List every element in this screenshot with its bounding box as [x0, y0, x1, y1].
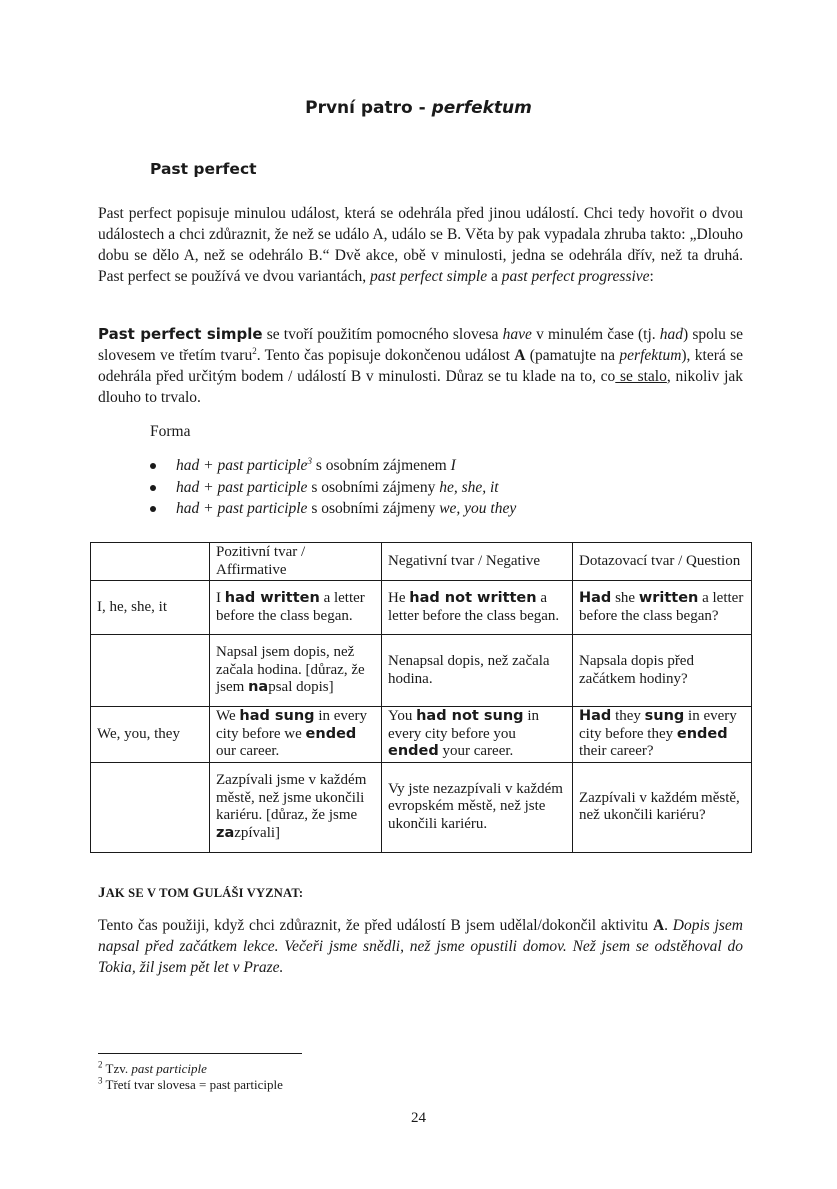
table-cell: Napsala dopis před začátkem hodiny? [573, 635, 752, 707]
intro-paragraph: Past perfect popisuje minulou událost, která se odehrála před jinou událostí. Chci tedy hovořit o dvou událostech a chci zdůraznit, že než se událo A, událo se B. Věta by pak vypadala zhruba takto: „Dlouho dobu se dělo A, než se odehrálo B.“ Dvě akce, obě v minulosti, jedna se odehrála dřív, než ta druhá. Past perfect se používá ve dvou variantách, past perfect simple a past perfect progressive: [98, 205, 743, 285]
subject-cell [91, 635, 210, 707]
form-list [150, 455, 516, 520]
page-number: 24 [411, 1110, 426, 1126]
list-item: had + past participle s osobními zájmeny we, you they [150, 498, 516, 520]
table-row [91, 707, 752, 763]
title-italic: perfektum [431, 98, 532, 118]
table-cell: We had sung in every city before we ended our career. [210, 707, 382, 763]
section-heading: Past perfect [150, 160, 257, 178]
simple-paragraph: Past perfect simple se tvoří použitím pomocného slovesa have v minulém čase (tj. had) spolu se slovesem ve třetím tvaru$^2$. Tento čas popisuje dokončenou událost A (pamatujte na perfektum), která se odehrála před určitým bodem / událostí B v minulosti. Důraz se tu klade na to, co se stalo, nikoliv jak dlouho to trvalo. [98, 325, 744, 406]
conjugation-table [90, 542, 752, 853]
header-cell [91, 543, 210, 581]
table-cell: I had written a letter before the class began. [210, 581, 382, 635]
table-cell: Nenapsal dopis, než začala hodina. [382, 635, 573, 707]
header-cell: Negativní tvar / Negative [382, 543, 573, 581]
table-cell: Had she written a letter before the class began? [573, 581, 752, 635]
forma-label: Forma [150, 423, 191, 440]
footnote: $^2$ Tzv. past participle [98, 1059, 207, 1076]
header-cell: Dotazovací tvar / Question [573, 543, 752, 581]
bullet-icon [150, 506, 156, 512]
usage-paragraph: Tento čas použiji, když chci zdůraznit, že před událostí B jsem udělal/dokončil aktivitu A. Dopis jsem napsal před začátkem lekce. Večeři jsme snědli, než jsme opustili domov. Než jsem se odstěhoval do Tokia, žil jsem pět let v Praze. [98, 917, 743, 976]
usage-heading: JAK SE V TOM GULÁŠI VYZNAT: [98, 885, 304, 901]
bullet-icon [150, 463, 156, 469]
table-cell: Zazpívali v každém městě, než ukončili kariéru? [573, 762, 752, 852]
subject-cell: We, you, they [91, 707, 210, 763]
table-row [91, 581, 752, 635]
subject-cell: I, he, she, it [91, 581, 210, 635]
list-item: had + past participle$^3$ s osobním zájmenem I [150, 455, 516, 477]
table-cell: Napsal jsem dopis, než začala hodina. [důraz, že jsem napsal dopis] [210, 635, 382, 707]
footnote-divider [98, 1053, 302, 1054]
page-title: První patro - perfektum [305, 98, 532, 118]
table-cell: Had they sung in every city before they ended their career? [573, 707, 752, 763]
footnote: $^3$ Třetí tvar slovesa = past participle [98, 1075, 283, 1092]
subject-cell [91, 762, 210, 852]
table-header-row [91, 543, 752, 581]
table-cell: He had not written a letter before the class began. [382, 581, 573, 635]
list-item: had + past participle s osobními zájmeny he, she, it [150, 477, 516, 499]
header-cell: Pozitivní tvar / Affirmative [210, 543, 382, 581]
table-row [91, 762, 752, 852]
table-cell: Vy jste nezazpívali v každém evropském městě, než jste ukončili kariéru. [382, 762, 573, 852]
bullet-icon [150, 485, 156, 491]
table-row [91, 635, 752, 707]
table-cell: Zazpívali jsme v každém městě, než jsme ukončili kariéru. [důraz, že jsme zazpívali] [210, 762, 382, 852]
table-cell: You had not sung in every city before you ended your career. [382, 707, 573, 763]
